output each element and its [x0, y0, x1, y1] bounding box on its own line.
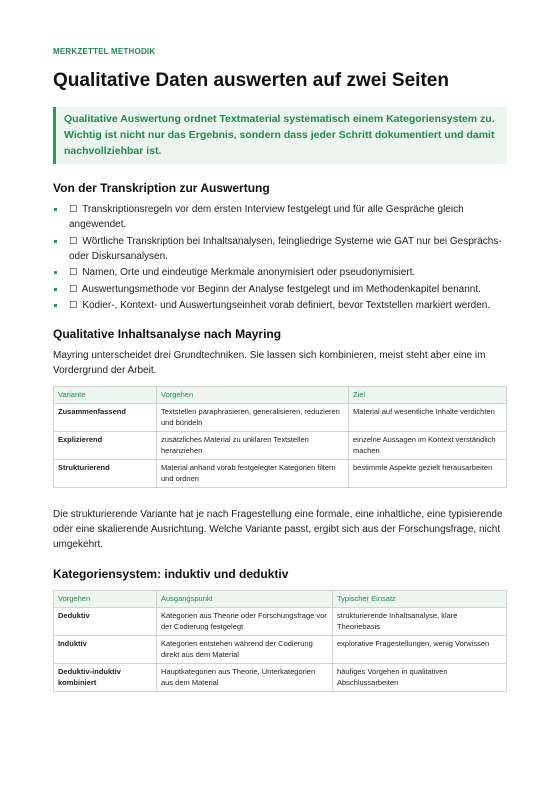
checklist-item-text: Transkriptionsregeln vor dem ersten Interview festgelegt und für alle Gespräche gleich angewendet.: [69, 204, 464, 230]
bullet-icon: [54, 271, 57, 274]
page-title: Qualitative Daten auswerten auf zwei Seiten: [53, 70, 449, 91]
table-cell: einzelne Aussagen im Kontext verständlich machen: [349, 432, 507, 460]
column-header: Vorgehen: [157, 387, 349, 404]
table-row: [54, 432, 507, 460]
table-cell: Strukturierend: [54, 460, 157, 488]
table-cell: Textstellen paraphrasieren, generalisieren, reduzieren und bündeln: [157, 404, 349, 432]
column-header: Vorgehen: [54, 591, 157, 608]
mayring-outro: Die strukturierende Variante hat je nach Fragestellung eine formale, eine inhaltliche, eine typisierende oder eine skalierende Ausrichtung. Welche Variante passt, ergibt sich aus der Forschungsfrage, nicht umgekehrt.: [53, 509, 503, 550]
section-heading-transcription: Von der Transkription zur Auswertung: [53, 181, 270, 195]
table-row: [54, 664, 507, 692]
checklist-item: [53, 202, 507, 232]
checklist-item: [53, 234, 507, 264]
table-cell: Induktiv: [54, 636, 157, 664]
kicker-label: MERKZETTEL METHODIK: [53, 47, 156, 56]
table-cell: Explizierend: [54, 432, 157, 460]
category-table: [53, 590, 507, 692]
checklist-item-text: Wörtliche Transkription bei Inhaltsanalysen, feingliedrige Systeme wie GAT nur bei Gesprächs- oder Diskursanalysen.: [69, 235, 502, 262]
checklist: [53, 202, 507, 313]
column-header: Typischer Einsatz: [333, 591, 507, 608]
table-cell: Deduktiv-induktiv kombiniert: [54, 664, 157, 692]
table-cell: bestimmte Aspekte gezielt herausarbeiten: [349, 460, 507, 488]
table-cell: explorative Fragestellungen, wenig Vorwissen: [333, 636, 507, 664]
checkbox-icon: ☐: [69, 267, 78, 278]
bullet-icon: [54, 288, 57, 291]
column-header: Ausgangspunkt: [157, 591, 333, 608]
checklist-item-text: Auswertungsmethode vor Beginn der Analyse festgelegt und im Methodenkapitel benannt.: [81, 283, 481, 295]
table-cell: Material auf wesentliche Inhalte verdichten: [349, 404, 507, 432]
column-header: Ziel: [349, 387, 507, 404]
table-cell: strukturierende Inhaltsanalyse, klare Theoriebasis: [333, 608, 507, 636]
table-cell: Zusammenfassend: [54, 404, 157, 432]
table-cell: Material anhand vorab festgelegter Kategorien filtern und ordnen: [157, 460, 349, 488]
checklist-item-text: Namen, Orte und eindeutige Merkmale anonymisiert oder pseudonymisiert.: [82, 267, 416, 278]
section-heading-mayring: Qualitative Inhaltsanalyse nach Mayring: [53, 327, 282, 341]
checkbox-icon: ☐: [69, 204, 78, 215]
checkbox-icon: ☐: [69, 300, 78, 311]
bullet-icon: [54, 240, 57, 243]
checklist-item-text: Kodier-, Kontext- und Auswertungseinheit vorab definiert, bevor Textstellen markiert werden.: [82, 300, 491, 311]
table-cell: häufiges Vorgehen in qualitativen Abschlussarbeiten: [333, 664, 507, 692]
table-row: [54, 460, 507, 488]
table-cell: Kategorien aus Theorie oder Forschungsfrage vor der Codierung festgelegt: [157, 608, 333, 636]
table-cell: Hauptkategorien aus Theorie, Unterkategorien aus dem Material: [157, 664, 333, 692]
section-heading-categories: Kategoriensystem: induktiv und deduktiv: [53, 567, 289, 581]
column-header: Variante: [54, 387, 157, 404]
table-cell: Kategorien entstehen während der Codierung direkt aus dem Material: [157, 636, 333, 664]
table-cell: Deduktiv: [54, 608, 157, 636]
table-row: [54, 608, 507, 636]
table-row: [54, 404, 507, 432]
table-row: [54, 636, 507, 664]
table-cell: zusätzliches Material zu unklaren Textstellen heranziehen: [157, 432, 349, 460]
summary-callout: Qualitative Auswertung ordnet Textmaterial systematisch einem Kategoriensystem zu. Wichtig ist nicht nur das Ergebnis, sondern dass jeder Schritt dokumentiert und damit nachvollziehbar ist.: [53, 107, 507, 164]
checkbox-icon: ☐: [69, 235, 78, 247]
checklist-item: [53, 265, 507, 280]
checklist-item: [53, 298, 507, 313]
mayring-intro: Mayring unterscheidet drei Grundtechniken. Sie lassen sich kombinieren, meist steht aber eine im Vordergrund der Arbeit.: [53, 350, 486, 376]
bullet-icon: [54, 208, 57, 211]
table-header-row: [54, 591, 507, 608]
table-header-row: [54, 387, 507, 404]
checkbox-icon: ☐: [69, 283, 78, 295]
bullet-icon: [54, 304, 57, 307]
mayring-table: [53, 386, 507, 488]
checklist-item: [53, 282, 507, 297]
